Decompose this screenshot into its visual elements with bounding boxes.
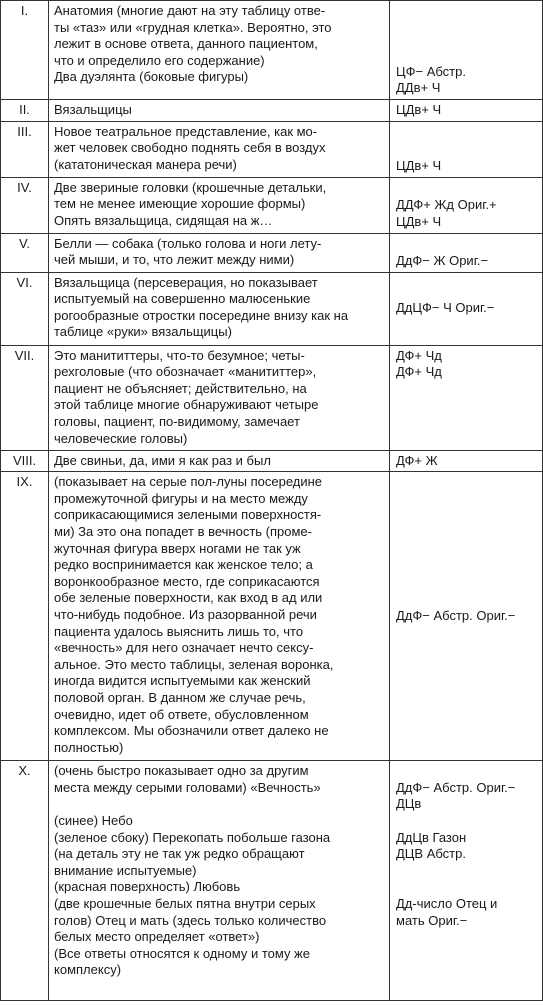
response-scoring: ЦДв+ Ч <box>390 100 543 122</box>
row-number: I. <box>1 1 49 100</box>
response-text: Две свиньи, да, ими я как раз и был <box>49 450 390 472</box>
row-number: X. <box>1 761 49 1001</box>
row-number: IV. <box>1 177 49 233</box>
row-number: IX. <box>1 472 49 761</box>
response-scoring: ДФ+ Чд ДФ+ Чд <box>390 345 543 450</box>
response-text: (очень быстро показывает одно за другим места между серыми головами) «Вечность» (синее) Небо (зеленое сбоку) Перекопать побольше газона (на деталь эту не так уж редко обращают внимание испытуемые) (красная поверхность) Любовь (две крошечные белых пятна внутри серых голов) Отец и мать (здесь только количество белых место определяет «ответ») (Все ответы относятся к одному и тому же комплексу) <box>49 761 390 1001</box>
response-text: Две звериные головки (крошечные детальки, тем не менее имеющие хорошие формы) Опять вязальщица, сидящая на ж… <box>49 177 390 233</box>
response-scoring: ДДФ+ Жд Ориг.+ ЦДв+ Ч <box>390 177 543 233</box>
row-number: VIII. <box>1 450 49 472</box>
table-row <box>1 272 543 345</box>
response-scoring: ДФ+ Ж <box>390 450 543 472</box>
table-row <box>1 100 543 122</box>
response-text: Белли — собака (только голова и ноги лету- чей мыши, и то, что лежит между ними) <box>49 233 390 272</box>
row-number: VII. <box>1 345 49 450</box>
table-row <box>1 472 543 761</box>
table-row <box>1 233 543 272</box>
table-row <box>1 345 543 450</box>
row-number: III. <box>1 121 49 177</box>
row-number: V. <box>1 233 49 272</box>
table-row <box>1 450 543 472</box>
response-scoring: ЦДв+ Ч <box>390 121 543 177</box>
row-number: II. <box>1 100 49 122</box>
row-number: VI. <box>1 272 49 345</box>
response-scoring: ДдФ− Ж Ориг.− <box>390 233 543 272</box>
response-scoring: ДдФ− Абстр. Ориг.− <box>390 472 543 761</box>
response-scoring: ЦФ− Абстр. ДДв+ Ч <box>390 1 543 100</box>
table-row <box>1 1 543 100</box>
response-text: (показывает на серые пол-луны посередине промежуточной фигуры и на место между соприкасающимися зелеными поверхностя- ми) За это она попадет в вечность (проме- жуточная фигура вверх ногами не так уж редко воспринимается как женское тело; а воронкообразное место, где соприкасаются обе зеленые поверхности, как вход в ад или что-нибудь подобное. Из разорванной речи пациента удалось выяснить лишь то, что «вечность» для него означает нечто сексу- альное. Это место таблицы, зеленая воронка, иногда видится испытуемыми как женский половой орган. В данном же случае речь, очевидно, идет об ответе, обусловленном комплексом. Мы обозначили ответ далеко не полностью) <box>49 472 390 761</box>
response-text: Вязальщица (персеверация, но показывает испытуемый на совершенно малюсенькие рогообразные отростки посередине внизу как на таблице «руки» вязальщицы) <box>49 272 390 345</box>
table-row <box>1 177 543 233</box>
response-text: Новое театральное представление, как мо- жет человек свободно поднять себя в воздух (кататоническая манера речи) <box>49 121 390 177</box>
response-text: Вязальщицы <box>49 100 390 122</box>
response-text: Это манититтеры, что-то безумное; четы- рехголовые (что обозначает «манититтер», пациент не объясняет; действительно, на этой таблице многие обнаруживают четыре головы, пациент, по-видимому, замечает человеческие головы) <box>49 345 390 450</box>
response-text: Анатомия (многие дают на эту таблицу отве- ты «таз» или «грудная клетка». Вероятно, это лежит в основе ответа, данного пациентом, что и определило его содержание) Два дуэлянта (боковые фигуры) <box>49 1 390 100</box>
table-row <box>1 121 543 177</box>
table-row <box>1 761 543 1001</box>
response-scoring: ДдФ− Абстр. Ориг.− ДЦв ДдЦв Газон ДЦВ Абстр. Дд-число Отец и мать Ориг.− <box>390 761 543 1001</box>
response-scoring: ДдЦФ− Ч Ориг.− <box>390 272 543 345</box>
